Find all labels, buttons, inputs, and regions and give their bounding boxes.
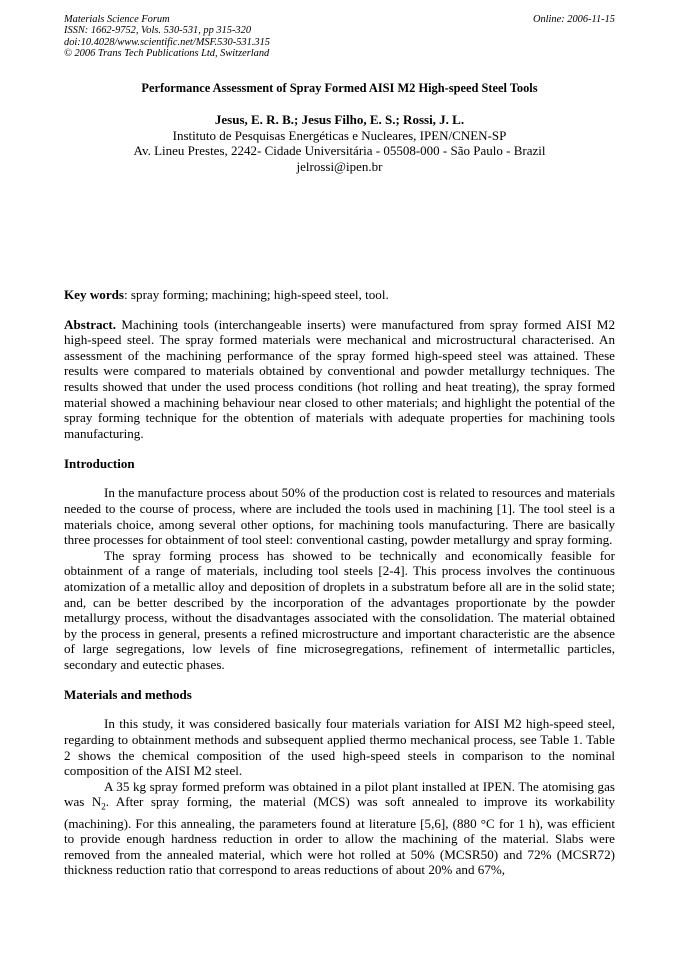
author-list: Jesus, E. R. B.; Jesus Filho, E. S.; Rossi, J. L. xyxy=(214,111,465,127)
doi-line: doi:10.4028/www.scientific.net/MSF.530-531.315 xyxy=(64,36,270,48)
keywords-paragraph xyxy=(64,287,615,303)
methods-heading: Materials and methods xyxy=(64,687,192,703)
journal-name: Materials Science Forum xyxy=(64,14,170,25)
methods-p2-end: . After spray forming, the material (MCS) was soft annealed to improve its workability (machining). For this annealing, the parameters found at literature [5,6], (880 °C for 1 h), was efficient to provide enough hardness reduction in order to allow the machining of the material. Slabs were removed from the annealed material, which were hot rolled at 50% (MCSR50) and 72% (MCSR72) thickness reduction ratio that correspond to areas reductions of about 20% and 67%, xyxy=(64,794,616,878)
publication-meta xyxy=(64,25,615,59)
abstract-paragraph xyxy=(64,317,615,442)
online-date: Online: 2006-11-15 xyxy=(532,14,615,25)
paper-page xyxy=(64,14,615,878)
abstract-label: Abstract. xyxy=(64,316,116,332)
issn-line: ISSN: 1662-9752, Vols. 530-531, pp 315-320 xyxy=(64,25,252,37)
paper-title: Performance Assessment of Spray Formed AISI M2 High-speed Steel Tools xyxy=(141,80,538,95)
copyright-line: © 2006 Trans Tech Publications Ltd, Switzerland xyxy=(64,48,270,60)
methods-paragraph-2 xyxy=(64,779,615,878)
introduction-heading: Introduction xyxy=(64,456,135,472)
keywords-text: : spray forming; machining; high-speed steel, tool. xyxy=(124,287,389,303)
contact-email[interactable]: jelrossi@ipen.br xyxy=(296,159,383,175)
methods-p2-start: A 35 kg spray formed preform was obtained in a pilot plant installed at IPEN. The atomising gas was N xyxy=(64,778,615,810)
running-header xyxy=(64,14,615,25)
institution: Instituto de Pesquisas Energéticas e Nucleares, IPEN/CNEN-SP xyxy=(172,127,507,143)
methods-paragraph-1: In this study, it was considered basically four materials variation for AISI M2 high-speed steel, regarding to obtainment methods and subsequent applied thermo mechanical process, see Table 1. Table 2 shows the chemical composition of the used high-speed steels in comparison to the nominal composition of the AISI M2 steel. xyxy=(64,716,615,779)
introduction-paragraph-2: The spray forming process has showed to be technically and economically feasible for obtainment of a range of materials, including tool steels [2-4]. This process involves the continuous atomization of a metallic alloy and deposition of droplets in a substratum before all are in the solid state; and, can be better described by the incorporation of the advantages proportionate by the powder metallurgy process, without the disadvantages associated with the consolidation. The material obtained by the process in general, presents a refined microstructure and important characteristic are the absence of large segregations, low levels of fine microsegregations, refinement of intermetallic particles, secondary and eutectic phases. xyxy=(64,547,615,672)
abstract-text: Machining tools (interchangeable inserts) were manufactured from spray formed AISI M2 high-speed steel. The spray formed materials were mechanical and microstructural characterised. An assessment of the machining performance of the spray formed high-speed steel was attained. These results were compared to materials obtained by conventional and powder metallurgy techniques. The results showed that under the used process conditions (hot rolling and heat treating), the spray formed material showed a machining behaviour near closed to other materials; and highlight the potential of the spray forming technique for the obtention of materials with adequate properties for machining tools manufacturing. xyxy=(64,316,615,441)
address: Av. Lineu Prestes, 2242- Cidade Universitária - 05508-000 - São Paulo - Brazil xyxy=(133,143,546,159)
introduction-paragraph-1: In the manufacture process about 50% of the production cost is related to resources and materials needed to the course of process, where are included the tools used in machining [1]. The tool steel is a materials choice, among several other options, for machining tools manufacturing. There are basically three processes for obtainment of tool steel: conventional casting, powder metallurgy and spray forming. xyxy=(64,485,615,548)
nitrogen-subscript: 2 xyxy=(101,802,106,813)
keywords-label: Key words xyxy=(64,287,125,303)
